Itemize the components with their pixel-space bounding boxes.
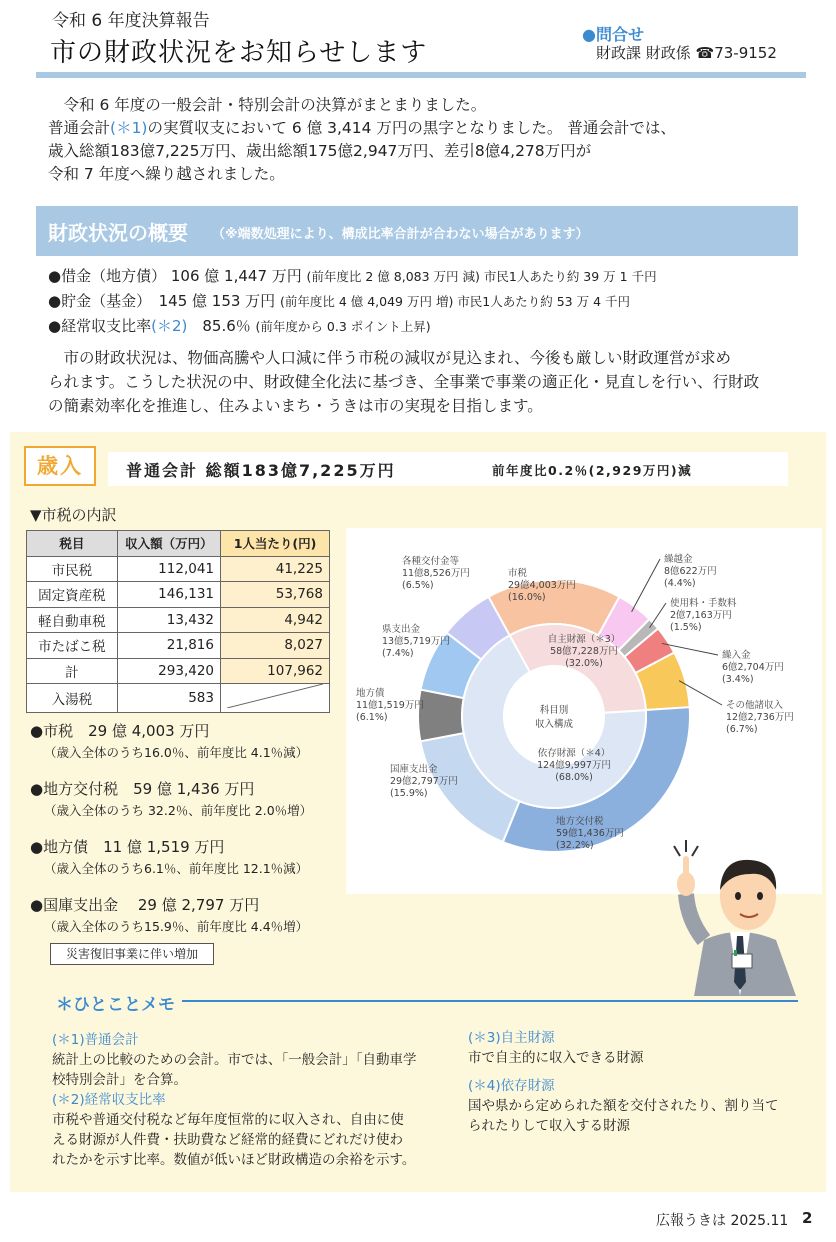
table-header-row [27, 531, 330, 557]
outer-label-amount: 2億7,163万円 [670, 610, 732, 621]
outer-label-name: 使用料・手数料 [670, 598, 737, 609]
outer-label-amount: 11億8,526万円 [402, 568, 470, 579]
intro-line [48, 117, 808, 140]
cell-amount: 13,432 [117, 607, 220, 633]
center-label: 科目別 [539, 705, 569, 716]
leader-line [632, 559, 660, 612]
inner-label-share: (32.0%) [565, 658, 603, 669]
memo-title: ＊ひとことメモ [56, 995, 175, 1015]
publication-footer: 広報うきは 2025.11 [656, 1213, 789, 1229]
cell-tax-item: 固定資産税 [27, 582, 118, 608]
outer-label-amount: 13億5,719万円 [382, 636, 450, 647]
cell-per-capita: 4,942 [221, 607, 330, 633]
intro-line: 歳入総額183億7,225万円、歳出総額175億2,947万円、差引8億4,278万円が [48, 142, 592, 160]
outer-label-share: (6.1%) [356, 712, 388, 723]
bullet-note: (前年度比 2 億 8,083 万円 減) 市民1人あたり約 39 万 1 千円 [306, 269, 657, 284]
inner-label-amount: 124億9,997万円 [537, 760, 611, 771]
outer-label-amount: 6億2,704万円 [722, 662, 784, 673]
report-subtitle: 令和 6 年度決算報告 [52, 11, 210, 31]
revenue-headline [108, 452, 788, 486]
cell-tax-item: 計 [27, 658, 118, 684]
item-label: ●国庫支出金 29 億 2,797 万円 [30, 896, 260, 914]
outer-label-share: (7.4%) [382, 648, 414, 659]
intro-text: 令和 6 年度の一般会計・特別会計の決算がまとまりました。 [63, 96, 487, 114]
item-local-bond [30, 836, 309, 876]
outer-label-share: (32.2%) [556, 840, 594, 851]
cell-amount: 112,041 [117, 556, 220, 582]
policy-text: 市の財政状況は、物価高騰や人口減に伴う市税の減収が見込まれ、今後も厳しい財政運営が求め [63, 349, 731, 367]
header-tax-item: 税目 [27, 531, 118, 557]
memo-divider [182, 1000, 798, 1002]
table-row [27, 582, 330, 608]
cell-per-capita: 41,225 [221, 556, 330, 582]
memo-heading-2: (＊2)経常収支比率 [52, 1092, 166, 1108]
cell-per-capita: 53,768 [221, 582, 330, 608]
outer-label-name: その他諸収入 [726, 700, 784, 711]
outer-label-name: 地方債 [356, 688, 385, 699]
header-per-capita: 1人当たり(円) [221, 531, 330, 557]
outer-label-name: 県支出金 [382, 624, 421, 635]
revenue-total: 普通会計 総額183億7,225万円 [126, 461, 396, 480]
policy-line [48, 346, 808, 370]
savings-bullet [48, 289, 657, 314]
intro-line [48, 94, 808, 117]
contact-label: ●問合せ [582, 25, 644, 44]
bullet-label: ●借金（地方債） [48, 267, 167, 285]
footnote-ref-1: (＊1) [110, 119, 148, 137]
cell-per-capita: 8,027 [221, 633, 330, 659]
item-note: （歳入全体のうち6.1％、前年度比 12.1％減） [44, 861, 309, 876]
title-underline [36, 72, 806, 78]
header-amount: 収入額（万円） [117, 531, 220, 557]
outer-label-amount: 29億2,797万円 [390, 776, 458, 787]
inner-label-share: (68.0%) [555, 772, 593, 783]
bullet-note: (前年度から 0.3 ポイント上昇) [255, 319, 431, 334]
overview-title: 財政状況の概要 [48, 221, 188, 245]
table-row [27, 607, 330, 633]
ratio-bullet [48, 314, 657, 339]
item-note: （歳入全体のうち 32.2％、前年度比 2.0％増） [44, 803, 313, 818]
intro-paragraph [48, 94, 808, 186]
outer-label-share: (1.5%) [670, 622, 702, 633]
outer-label-name: 各種交付金等 [402, 556, 460, 567]
item-city-tax [30, 720, 309, 760]
inner-label-amount: 58億7,228万円 [550, 646, 618, 657]
outer-label-share: (16.0%) [508, 592, 546, 603]
item-local-allocation-tax [30, 778, 313, 818]
memo-text: 国や県から定められた額を交付されたり、割り当て [468, 1098, 779, 1114]
cell-amount: 146,131 [117, 582, 220, 608]
outer-label-name: 市税 [508, 568, 528, 579]
outer-label-share: (15.9%) [390, 788, 428, 799]
memo-text: られたりして収入する財源 [468, 1118, 630, 1134]
overview-bullets [48, 264, 657, 339]
item-label: ●地方債 11 億 1,519 万円 [30, 838, 225, 856]
intro-text: の実質収支において 6 億 3,414 万円の黒字となりました。 普通会計では、 [147, 119, 676, 137]
policy-line: られます。こうした状況の中、財政健全化法に基づき、全事業で事業の適正化・見直しを行い、行財政 [48, 373, 760, 391]
bullet-label: ●貯金（基金） [48, 292, 144, 310]
outer-label-amount: 11億1,519万円 [356, 700, 424, 711]
contact-detail: 財政課 財政係 ☎73-9152 [596, 44, 777, 62]
page-number: 2 [802, 1209, 813, 1227]
outer-label-amount: 12億2,736万円 [726, 712, 794, 723]
debt-bullet [48, 264, 657, 289]
pointing-man-illustration [664, 832, 814, 996]
memo-text: 市で自主的に収入できる財源 [468, 1050, 644, 1066]
revenue-badge: 歳入 [24, 446, 96, 486]
revenue-compare: 前年度比0.2％(2,929万円)減 [492, 463, 693, 478]
item-national-subsidy [30, 894, 309, 934]
table-row [27, 633, 330, 659]
policy-paragraph [48, 346, 808, 418]
inner-label-name: 依存財源（＊4） [537, 748, 611, 759]
bullet-value: 145 億 153 万円 [158, 292, 276, 310]
table-row [27, 556, 330, 582]
item-note: （歳入全体のうち15.9％、前年度比 4.4％増） [44, 919, 309, 934]
cell-amount: 583 [117, 684, 220, 713]
cell-amount: 293,420 [117, 658, 220, 684]
outer-label-amount: 59億1,436万円 [556, 828, 624, 839]
memo-left-column [52, 1030, 442, 1170]
disaster-note-box: 災害復旧事業に伴い増加 [50, 943, 214, 965]
bullet-note: (前年度比 4 億 4,049 万円 増) 市民1人あたり約 53 万 4 千円 [279, 294, 631, 309]
outer-label-amount: 29億4,003万円 [508, 580, 576, 591]
policy-line: の簡素効率化を推進し、住みよいまち・うきは市の実現を目指します。 [48, 397, 543, 415]
cell-tax-item: 入湯税 [27, 684, 118, 713]
item-label: ●地方交付税 59 億 1,436 万円 [30, 780, 255, 798]
item-label: ●市税 29 億 4,003 万円 [30, 722, 210, 740]
outer-label-amount: 8億622万円 [664, 566, 717, 577]
page-title: 市の財政状況をお知らせします [50, 38, 428, 68]
memo-text: 統計上の比較のための会計。市では、「一般会計」「自動車学 [52, 1052, 417, 1068]
leader-line [649, 603, 666, 628]
outer-label-name: 繰入金 [722, 650, 751, 661]
outer-label-name: 地方交付税 [556, 816, 604, 827]
intro-text: 普通会計 [48, 119, 111, 137]
cell-per-capita: 107,962 [221, 658, 330, 684]
memo-spacer [468, 1068, 808, 1076]
outer-label-share: (4.4%) [664, 578, 696, 589]
bullet-value: 106 億 1,447 万円 [170, 267, 302, 285]
cell-tax-item: 市民税 [27, 556, 118, 582]
table-row-total [27, 658, 330, 684]
cell-empty-diagonal [221, 684, 330, 713]
outer-label-name: 繰越金 [664, 554, 693, 565]
center-label: 収入構成 [534, 719, 574, 730]
diagonal-line [227, 684, 323, 708]
memo-heading-3: (＊3)自主財源 [468, 1030, 555, 1046]
overview-note: （※端数処理により、構成比率合計が合わない場合があります） [212, 227, 589, 242]
tax-table-title: ▼市税の内訳 [30, 506, 117, 524]
overview-heading-band [36, 206, 798, 256]
memo-text: 市税や普通交付税など毎年度恒常的に収入され、自由に使 [52, 1112, 404, 1128]
outer-label-share: (6.7%) [726, 724, 758, 735]
bullet-value: 85.6％ [202, 317, 251, 335]
bullet-label: ●経常収支比率 [48, 317, 152, 335]
memo-heading-4: (＊4)依存財源 [468, 1078, 555, 1094]
memo-heading-1: (＊1)普通会計 [52, 1032, 139, 1048]
memo-text: える財源が人件費・扶助費など経常的経費にどれだけ使わ [52, 1132, 403, 1148]
outer-label-name: 国庫支出金 [390, 764, 438, 775]
memo-text: 校特別会計」を合算。 [52, 1072, 187, 1088]
tax-breakdown-table [26, 530, 330, 713]
outer-label-share: (6.5%) [402, 580, 434, 591]
outer-label-share: (3.4%) [722, 674, 754, 685]
cell-tax-item: 軽自動車税 [27, 607, 118, 633]
item-note: （歳入全体のうち16.0％、前年度比 4.1％減） [44, 745, 309, 760]
inner-label-name: 自主財源（＊3） [547, 634, 621, 645]
cell-tax-item: 市たばこ税 [27, 633, 118, 659]
table-row-bath-tax [27, 684, 330, 713]
memo-right-column [468, 1028, 808, 1136]
memo-text: れたかを示す比率。数値が低いほど財政構造の余裕を示す。 [52, 1152, 416, 1168]
intro-line: 令和 7 年度へ繰り越されました。 [48, 165, 285, 183]
footnote-ref-2: (＊2) [151, 317, 188, 335]
cell-amount: 21,816 [117, 633, 220, 659]
